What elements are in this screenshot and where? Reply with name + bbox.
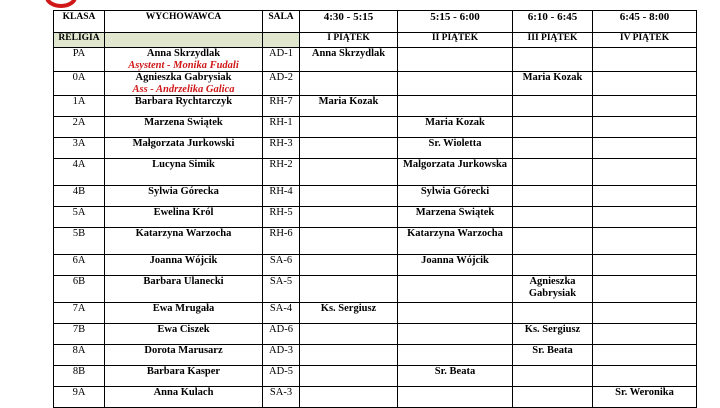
friday-4-cell [593, 207, 697, 228]
teacher-cell [105, 387, 263, 408]
sala-cell: SA-6 [263, 255, 300, 276]
teacher-name: Dorota Marusarz [144, 345, 223, 356]
friday-3-cell [513, 207, 593, 228]
friday-4-cell [593, 303, 697, 324]
friday-1-label: I PIĄTEK [300, 33, 398, 48]
sala-cell: SA-4 [263, 303, 300, 324]
friday-2-cell: Joanna Wójcik [398, 255, 513, 276]
teacher-cell [105, 96, 263, 117]
subheader-blank [263, 33, 300, 48]
table-row [54, 117, 697, 138]
friday-2-cell: Sr. Wioletta [398, 138, 513, 159]
table-row [54, 207, 697, 228]
col-header-time-4: 6:45 - 8:00 [593, 11, 697, 33]
teacher-cell [105, 228, 263, 255]
table-row [54, 276, 697, 303]
friday-1-cell [300, 387, 398, 408]
friday-2-cell: Maria Kozak [398, 117, 513, 138]
table-row [54, 345, 697, 366]
friday-2-cell [398, 303, 513, 324]
sala-cell: RH-6 [263, 228, 300, 255]
table-row [54, 387, 697, 408]
klasa-cell: 4B [54, 186, 105, 207]
friday-4-cell [593, 48, 697, 72]
friday-2-cell: Sylwia Górecki [398, 186, 513, 207]
friday-3-cell [513, 117, 593, 138]
col-header-klasa: KLASA [54, 11, 105, 33]
friday-2-cell [398, 48, 513, 72]
klasa-cell: PA [54, 48, 105, 72]
friday-4-cell [593, 138, 697, 159]
teacher-cell [105, 72, 263, 96]
teacher-cell [105, 345, 263, 366]
col-header-time-1: 4:30 - 5:15 [300, 11, 398, 33]
friday-2-cell: Sr. Beata [398, 366, 513, 387]
sala-cell: AD-6 [263, 324, 300, 345]
klasa-cell: 8A [54, 345, 105, 366]
teacher-cell [105, 159, 263, 186]
friday-4-cell [593, 117, 697, 138]
friday-4-cell [593, 96, 697, 117]
religia-label: RELIGIA [54, 33, 105, 48]
sala-cell: AD-3 [263, 345, 300, 366]
friday-1-cell [300, 228, 398, 255]
friday-2-cell [398, 387, 513, 408]
table-row [54, 255, 697, 276]
friday-4-cell [593, 72, 697, 96]
klasa-cell: 7A [54, 303, 105, 324]
friday-3-cell: Maria Kozak [513, 72, 593, 96]
sala-cell: AD-1 [263, 48, 300, 72]
klasa-cell: 6A [54, 255, 105, 276]
friday-3-cell [513, 255, 593, 276]
klasa-cell: 0A [54, 72, 105, 96]
klasa-cell: 8B [54, 366, 105, 387]
religion-schedule-table [53, 10, 697, 408]
friday-1-cell [300, 72, 398, 96]
friday-2-cell [398, 345, 513, 366]
friday-4-cell [593, 324, 697, 345]
teacher-name: Barbara Rychtarczyk [134, 96, 233, 107]
friday-2-cell: Katarzyna Warzocha [398, 228, 513, 255]
friday-4-cell [593, 345, 697, 366]
table-row [54, 159, 697, 186]
teacher-cell [105, 324, 263, 345]
sala-cell: SA-5 [263, 276, 300, 303]
teacher-name: Ewa Ciszek [157, 324, 210, 335]
friday-3-cell [513, 96, 593, 117]
friday-3-cell: Sr. Beata [513, 345, 593, 366]
klasa-cell: 5B [54, 228, 105, 255]
friday-2-cell [398, 324, 513, 345]
teacher-name: Marzena Świątek [144, 117, 223, 128]
table-row [54, 366, 697, 387]
friday-4-cell [593, 186, 697, 207]
header-row [54, 11, 697, 33]
table-row [54, 186, 697, 207]
klasa-cell: 5A [54, 207, 105, 228]
friday-1-cell [300, 186, 398, 207]
friday-3-label: III PIĄTEK [513, 33, 593, 48]
subheader-blank [105, 33, 263, 48]
teacher-name: Lucyna Simik [152, 159, 215, 170]
teacher-name: Agnieszka Gabrysiak [135, 72, 232, 83]
teacher-name: Sylwia Górecka [148, 186, 219, 197]
klasa-cell: 4A [54, 159, 105, 186]
sala-cell: RH-3 [263, 138, 300, 159]
friday-3-cell: Ks. Sergiusz [513, 324, 593, 345]
friday-2-label: II PIĄTEK [398, 33, 513, 48]
friday-4-cell [593, 228, 697, 255]
friday-3-cell: Agnieszka Gabrysiak [513, 276, 593, 303]
friday-3-cell [513, 186, 593, 207]
col-header-sala: SALA [263, 11, 300, 33]
friday-4-cell [593, 276, 697, 303]
teacher-name: Ewelina Król [153, 207, 214, 218]
klasa-cell: 2A [54, 117, 105, 138]
table-row [54, 48, 697, 72]
col-header-wychowawca: WYCHOWAWCA [105, 11, 263, 33]
friday-1-cell [300, 138, 398, 159]
friday-2-cell: Malgorzata Jurkowska [398, 159, 513, 186]
teacher-cell [105, 186, 263, 207]
friday-3-cell [513, 387, 593, 408]
table-row [54, 228, 697, 255]
sala-cell: AD-5 [263, 366, 300, 387]
friday-1-cell [300, 117, 398, 138]
friday-3-cell [513, 366, 593, 387]
assistant-name: Asystent - Monika Fudali [128, 59, 239, 71]
teacher-cell [105, 366, 263, 387]
klasa-cell: 3A [54, 138, 105, 159]
friday-3-cell [513, 228, 593, 255]
sala-cell: RH-4 [263, 186, 300, 207]
teacher-cell [105, 207, 263, 228]
teacher-name: Anna Kulach [153, 387, 214, 398]
friday-1-cell [300, 366, 398, 387]
teacher-cell [105, 138, 263, 159]
friday-3-cell [513, 138, 593, 159]
friday-4-cell [593, 255, 697, 276]
teacher-cell [105, 303, 263, 324]
teacher-name: Barbara Ulanecki [143, 276, 224, 287]
friday-4-cell [593, 159, 697, 186]
friday-3-cell [513, 48, 593, 72]
friday-1-cell [300, 255, 398, 276]
table-row [54, 138, 697, 159]
teacher-name: Joanna Wójcik [149, 255, 218, 266]
friday-1-cell [300, 207, 398, 228]
friday-2-cell [398, 72, 513, 96]
friday-1-cell: Ks. Sergiusz [300, 303, 398, 324]
sala-cell: SA-3 [263, 387, 300, 408]
friday-4-cell [593, 366, 697, 387]
sala-cell: RH-7 [263, 96, 300, 117]
col-header-time-3: 6:10 - 6:45 [513, 11, 593, 33]
teacher-cell [105, 255, 263, 276]
friday-1-cell [300, 345, 398, 366]
teacher-cell [105, 276, 263, 303]
teacher-name: Barbara Kasper [146, 366, 221, 377]
friday-2-cell [398, 276, 513, 303]
friday-1-cell: Maria Kozak [300, 96, 398, 117]
friday-3-cell [513, 159, 593, 186]
friday-2-cell [398, 96, 513, 117]
friday-1-cell [300, 276, 398, 303]
klasa-cell: 7B [54, 324, 105, 345]
logo-icon [44, 0, 78, 8]
teacher-cell [105, 117, 263, 138]
sala-cell: AD-2 [263, 72, 300, 96]
table-row [54, 72, 697, 96]
friday-2-cell: Marzena Świątek [398, 207, 513, 228]
table-row [54, 324, 697, 345]
klasa-cell: 6B [54, 276, 105, 303]
klasa-cell: 1A [54, 96, 105, 117]
friday-1-cell: Anna Skrzydlak [300, 48, 398, 72]
friday-3-cell [513, 303, 593, 324]
sala-cell: RH-5 [263, 207, 300, 228]
col-header-time-2: 5:15 - 6:00 [398, 11, 513, 33]
friday-1-cell [300, 159, 398, 186]
teacher-name: Katarzyna Warzocha [135, 228, 232, 239]
friday-4-label: IV PIĄTEK [593, 33, 697, 48]
klasa-cell: 9A [54, 387, 105, 408]
friday-4-cell: Sr. Weronika [593, 387, 697, 408]
assistant-name: Ass - Andrzelika Galica [132, 83, 235, 95]
friday-1-cell [300, 324, 398, 345]
table-row [54, 303, 697, 324]
teacher-name: Małgorzata Jurkowski [132, 138, 235, 149]
teacher-name: Anna Skrzydlak [146, 48, 221, 59]
table-row [54, 96, 697, 117]
subheader-row [54, 33, 697, 48]
sala-cell: RH-2 [263, 159, 300, 186]
sala-cell: RH-1 [263, 117, 300, 138]
teacher-cell [105, 48, 263, 72]
teacher-name: Ewa Mrugała [152, 303, 215, 314]
